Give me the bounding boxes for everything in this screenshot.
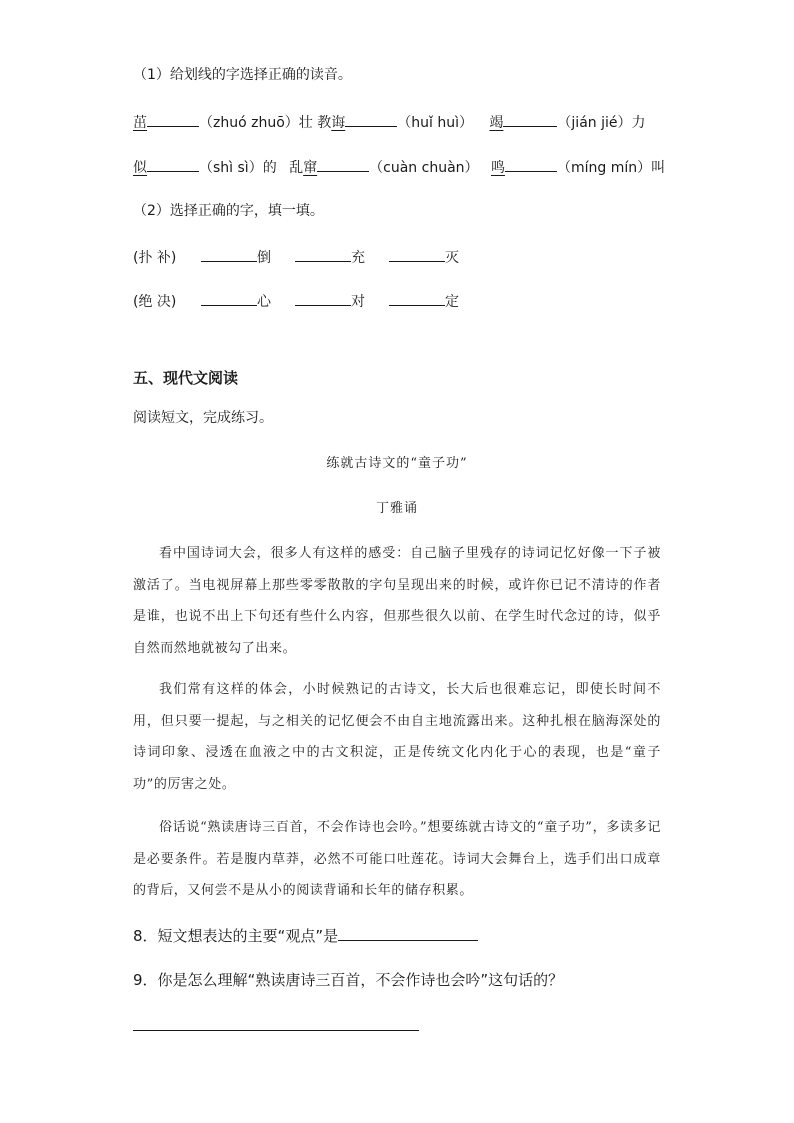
answer-blank[interactable] <box>201 247 257 262</box>
pronunciation-row-2 <box>133 157 665 177</box>
article-paragraph-2: 我们常有这样的体会，小时候熟记的古诗文，长大后也很难忘记，即使长时间不用，但只要一提起，与之相关的记忆便会不由自主地流露出来。这种扎根在脑海深处的诗词印象、浸透在血液之中的古文积淀，正是传统文化内化于心的表现，也是“童子功”的厉害之处。 <box>133 682 661 792</box>
word-suffix: 倒 <box>257 250 271 266</box>
word-suffix: 对 <box>351 294 365 310</box>
underlined-char: 鸣 <box>490 160 505 176</box>
pinyin-options: （cuàn chuàn） <box>369 160 479 176</box>
answer-blank[interactable] <box>317 157 369 172</box>
answer-blank[interactable] <box>295 291 351 306</box>
underlined-char: 窜 <box>303 160 318 176</box>
question-8 <box>133 926 478 945</box>
word-suffix: 灭 <box>445 250 459 266</box>
answer-blank[interactable] <box>389 291 445 306</box>
question-9: 9．你是怎么理解“熟读唐诗三百首，不会作诗也会吟”这句话的？ <box>133 971 564 989</box>
question-8-text: 8．短文想表达的主要“观点”是 <box>133 927 339 945</box>
word-suffix: 心 <box>257 294 271 310</box>
answer-blank[interactable] <box>345 112 397 127</box>
pinyin-options: （shì sì）的 <box>199 160 277 176</box>
article-paragraph-3: 俗话说“熟读唐诗三百首，不会作诗也会吟。”想要练就古诗文的“童子功”，多读多记是必要条件。若是腹内草莽，必然不可能口吐莲花。诗词大会舞台上，选手们出口成章的背后，又何尝不是从小的阅读背诵和长年的储存积累。 <box>133 820 661 898</box>
instruction-part2: （2）选择正确的字，填一填。 <box>133 203 324 219</box>
pinyin-options: （míng mín）叫 <box>556 160 666 176</box>
answer-blank[interactable] <box>147 157 199 172</box>
section-heading: 五、现代文阅读 <box>133 369 239 387</box>
underlined-char: 诲 <box>331 115 346 131</box>
char-choices: (绝 决) <box>133 294 177 310</box>
answer-blank[interactable] <box>503 112 557 127</box>
article-paragraph-1: 看中国诗词大会，很多人有这样的感受：自己脑子里残存的诗词记忆好像一下子被激活了。当电视屏幕上那些零零散散的字句呈现出来的时候，或许你已记不清诗的作者是谁，也说不出上下句还有些什么内容，但那些很久以前、在学生时代念过的诗，似乎自然而然地就被勾了出来。 <box>133 546 661 656</box>
pinyin-options: （zhuó zhuō）壮 <box>199 115 313 131</box>
word-suffix: 定 <box>445 294 459 310</box>
char-choices: (扑 补) <box>133 250 177 266</box>
answer-blank[interactable] <box>338 926 478 941</box>
answer-line[interactable] <box>133 1030 419 1031</box>
answer-blank[interactable] <box>295 247 351 262</box>
answer-blank[interactable] <box>201 291 257 306</box>
pinyin-options: （huǐ huì） <box>397 115 473 131</box>
article-title: 练就古诗文的“童子功” <box>326 456 468 471</box>
underlined-char: 似 <box>133 160 147 176</box>
article-author: 丁雅诵 <box>375 501 418 516</box>
word-suffix: 充 <box>351 250 365 266</box>
pronunciation-row-1 <box>133 112 646 132</box>
fill-row-2 <box>133 291 459 311</box>
answer-blank[interactable] <box>147 112 199 127</box>
word-prefix: 乱 <box>289 160 304 176</box>
answer-blank[interactable] <box>389 247 445 262</box>
answer-blank[interactable] <box>505 157 557 172</box>
instruction-part1: （1）给划线的字选择正确的读音。 <box>133 67 352 83</box>
word-prefix: 教 <box>317 115 332 131</box>
fill-row-1 <box>133 247 459 267</box>
reading-intro: 阅读短文，完成练习。 <box>133 410 273 426</box>
underlined-char: 茁 <box>133 115 147 131</box>
underlined-char: 竭 <box>489 115 504 131</box>
pinyin-options: （jián jié）力 <box>557 115 646 131</box>
